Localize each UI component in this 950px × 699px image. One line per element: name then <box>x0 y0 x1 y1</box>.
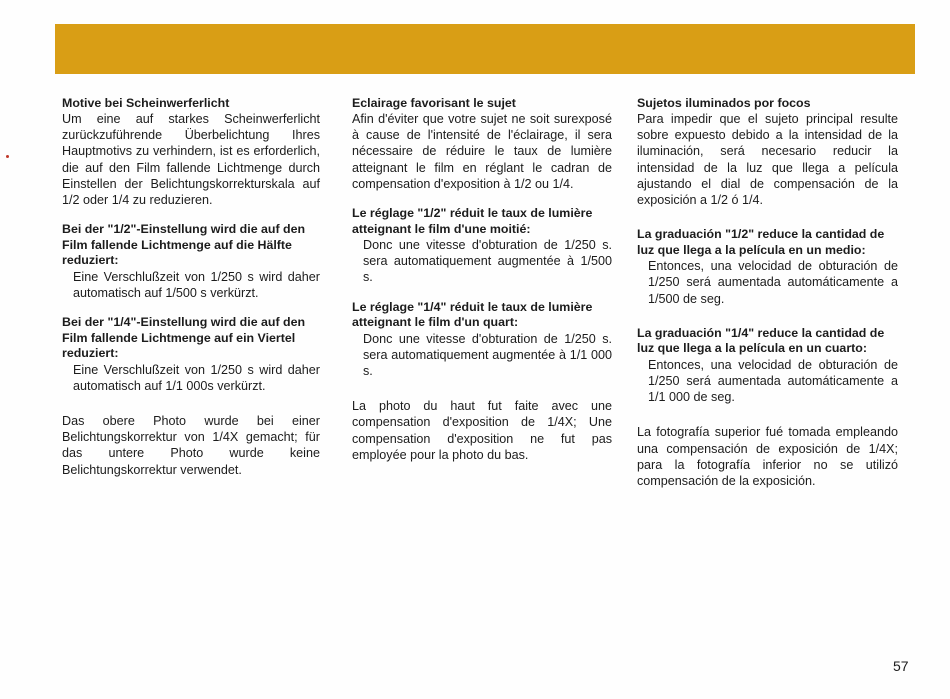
german-column <box>62 96 320 478</box>
half-setting-heading: Le réglage "1/2" réduit le taux de lumière atteignant le film d'une moitié: <box>352 206 593 236</box>
section-title: Eclairage favorisant le sujet <box>352 96 516 110</box>
half-setting-text: Entonces, una velocidad de obturación de 1/250 será aumentada automáticamente a 1/500 de seg. <box>648 259 898 306</box>
intro-paragraph: Um eine auf starkes Scheinwerferlicht zurückzuführende Überbelichtung Ihres Hauptmotivs zu verhindern, ist es erforderlich, die auf den Film fallende Lichtmenge durch Einstellen der Belichtungskorrekturskala auf 1/2 oder 1/4 zu reduzieren. <box>62 112 320 208</box>
half-setting-heading: Bei der "1/2"-Einstellung wird die auf den Film fallende Lichtmenge auf die Hälfte reduziert: <box>62 222 306 268</box>
quarter-setting-heading: La graduación "1/4" reduce la cantidad de luz que llega a la película en un cuarto: <box>637 325 885 356</box>
quarter-setting-heading: Le réglage "1/4" réduit le taux de lumière atteignant le film d'un quart: <box>352 299 593 330</box>
quarter-setting-text: Entonces, una velocidad de obturación de 1/250 será aumentada automáticamente a 1/1 000 de seg. <box>648 357 898 405</box>
photo-note: Das obere Photo wurde bei einer Belichtungskorrektur von 1/4X gemacht; für das untere Photo wurde keine Belichtungskorrektur verwendet. <box>62 414 320 477</box>
half-setting-text: Donc une vitesse d'obturation de 1/250 s. sera automatiquement augmentée à 1/500 s. <box>363 238 612 285</box>
photo-note: La photo du haut fut faite avec une compensation d'exposition de 1/4X; Une compensation d'exposition ne fut pas employée pour la photo du bas. <box>352 399 612 462</box>
quarter-setting-text: Donc une vitesse d'obturation de 1/250 s. sera automatiquement augmentée à 1/1 000 s. <box>363 331 612 379</box>
intro-paragraph: Afin d'éviter que votre sujet ne soit surexposé à cause de l'intensité de l'éclairage, il sera nécessaire de réduire le taux de lumière atteignant le film en réglant le cadran de compensation d'exposition à 1/2 ou 1/4. <box>352 112 612 191</box>
margin-mark <box>6 155 9 158</box>
quarter-setting-heading: Bei der "1/4"-Einstellung wird die auf den Film fallende Lichtmenge auf ein Viertel reduziert: <box>62 315 306 361</box>
header-color-band <box>55 24 915 74</box>
photo-note: La fotografía superior fué tomada empleando una compensación de exposición de 1/4X; para la fotografía inferior no se utilizó compensación de la exposición. <box>637 425 898 489</box>
french-column <box>352 96 612 463</box>
page-number: 57 <box>893 658 909 674</box>
half-setting-text: Eine Verschlußzeit von 1/250 s wird daher automatisch auf 1/500 s verkürzt. <box>73 269 320 300</box>
intro-paragraph: Para impedir que el sujeto principal resulte sobre expuesto debido a la intensidad de la iluminación, será necesario reducir la intensidad de la luz que llega a película ajustando el dial de compensación de la exposición a 1/2 ó 1/4. <box>637 112 898 208</box>
quarter-setting-text: Eine Verschlußzeit von 1/250 s wird daher automatisch auf 1/1 000s verkürzt. <box>73 362 320 393</box>
section-title: Sujetos iluminados por focos <box>637 96 811 110</box>
half-setting-heading: La graduación "1/2" reduce la cantidad de luz que llega a la película en un medio: <box>637 227 885 257</box>
section-title: Motive bei Scheinwerferlicht <box>62 96 230 110</box>
spanish-column <box>637 96 898 489</box>
